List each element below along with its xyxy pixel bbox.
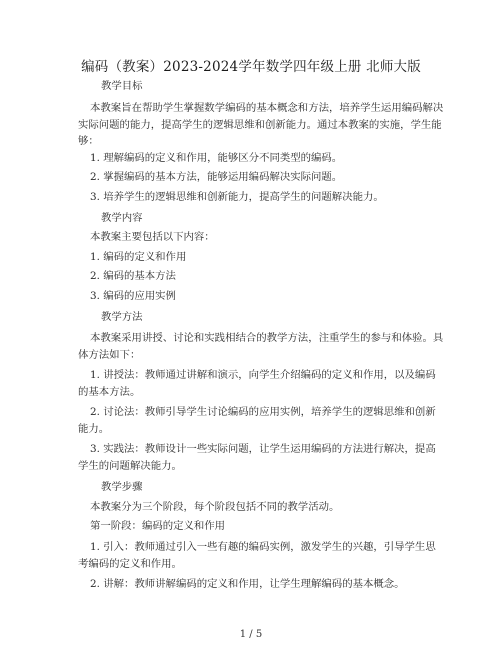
list-item: 3. 培养学生的逻辑思维和创新能力，提高学生的问题解决能力。: [90, 191, 384, 203]
section-heading-content: 教学内容: [101, 212, 143, 224]
list-item: 3. 编码的应用实例: [90, 290, 176, 302]
list-item: 1. 理解编码的定义和作用，能够区分不同类型的编码。: [90, 152, 343, 164]
paragraph-line: 够：: [78, 135, 99, 147]
list-item-continuation: 考编码的定义和作用。: [78, 558, 182, 570]
list-item: 1. 编码的定义和作用: [90, 251, 187, 263]
list-item-continuation: 能力。: [78, 423, 110, 435]
list-item: 1. 讲授法：教师通过讲解和演示，向学生介绍编码的定义和作用，以及编码: [90, 369, 436, 381]
list-item: 2. 掌握编码的基本方法，能够运用编码解决实际问题。: [90, 171, 343, 183]
stage-heading: 第一阶段：编码的定义和作用: [90, 520, 226, 532]
section-heading-objectives: 教学目标: [101, 80, 143, 92]
paragraph-line: 本教案采用讲授、讨论和实践相结合的教学方法，注重学生的参与和体验。具: [90, 332, 444, 344]
page-number: 1 / 5: [239, 629, 263, 640]
list-item: 2. 讨论法：教师引导学生讨论编码的应用实例，培养学生的逻辑思维和创新: [90, 406, 436, 418]
document-title: 编码（教案）2023-2024学年数学四年级上册 北师大版: [81, 59, 421, 75]
paragraph-line: 本教案旨在帮助学生掌握数学编码的基本概念和方法，培养学生运用编码解决: [90, 102, 444, 114]
list-item-continuation: 的基本方法。: [78, 386, 141, 398]
paragraph-line: 实际问题的能力，提高学生的逻辑思维和创新能力。通过本教案的实施，学生能: [78, 119, 442, 131]
paragraph-line: 本教案分为三个阶段，每个阶段包括不同的教学活动。: [90, 501, 340, 513]
list-item: 2. 编码的基本方法: [90, 270, 176, 282]
paragraph-line: 体方法如下：: [78, 349, 141, 361]
paragraph-line: 本教案主要包括以下内容：: [90, 231, 215, 243]
list-item: 1. 引入：教师通过引入一些有趣的编码实例，激发学生的兴趣，引导学生思: [90, 541, 436, 553]
section-heading-steps: 教学步骤: [101, 481, 143, 493]
list-item: 2. 讲解：教师讲解编码的定义和作用，让学生理解编码的基本概念。: [90, 578, 405, 590]
list-item-continuation: 学生的问题解决能力。: [78, 460, 182, 472]
list-item: 3. 实践法：教师设计一些实际问题，让学生运用编码的方法进行解决，提高: [90, 443, 436, 455]
section-heading-methods: 教学方法: [101, 311, 143, 323]
